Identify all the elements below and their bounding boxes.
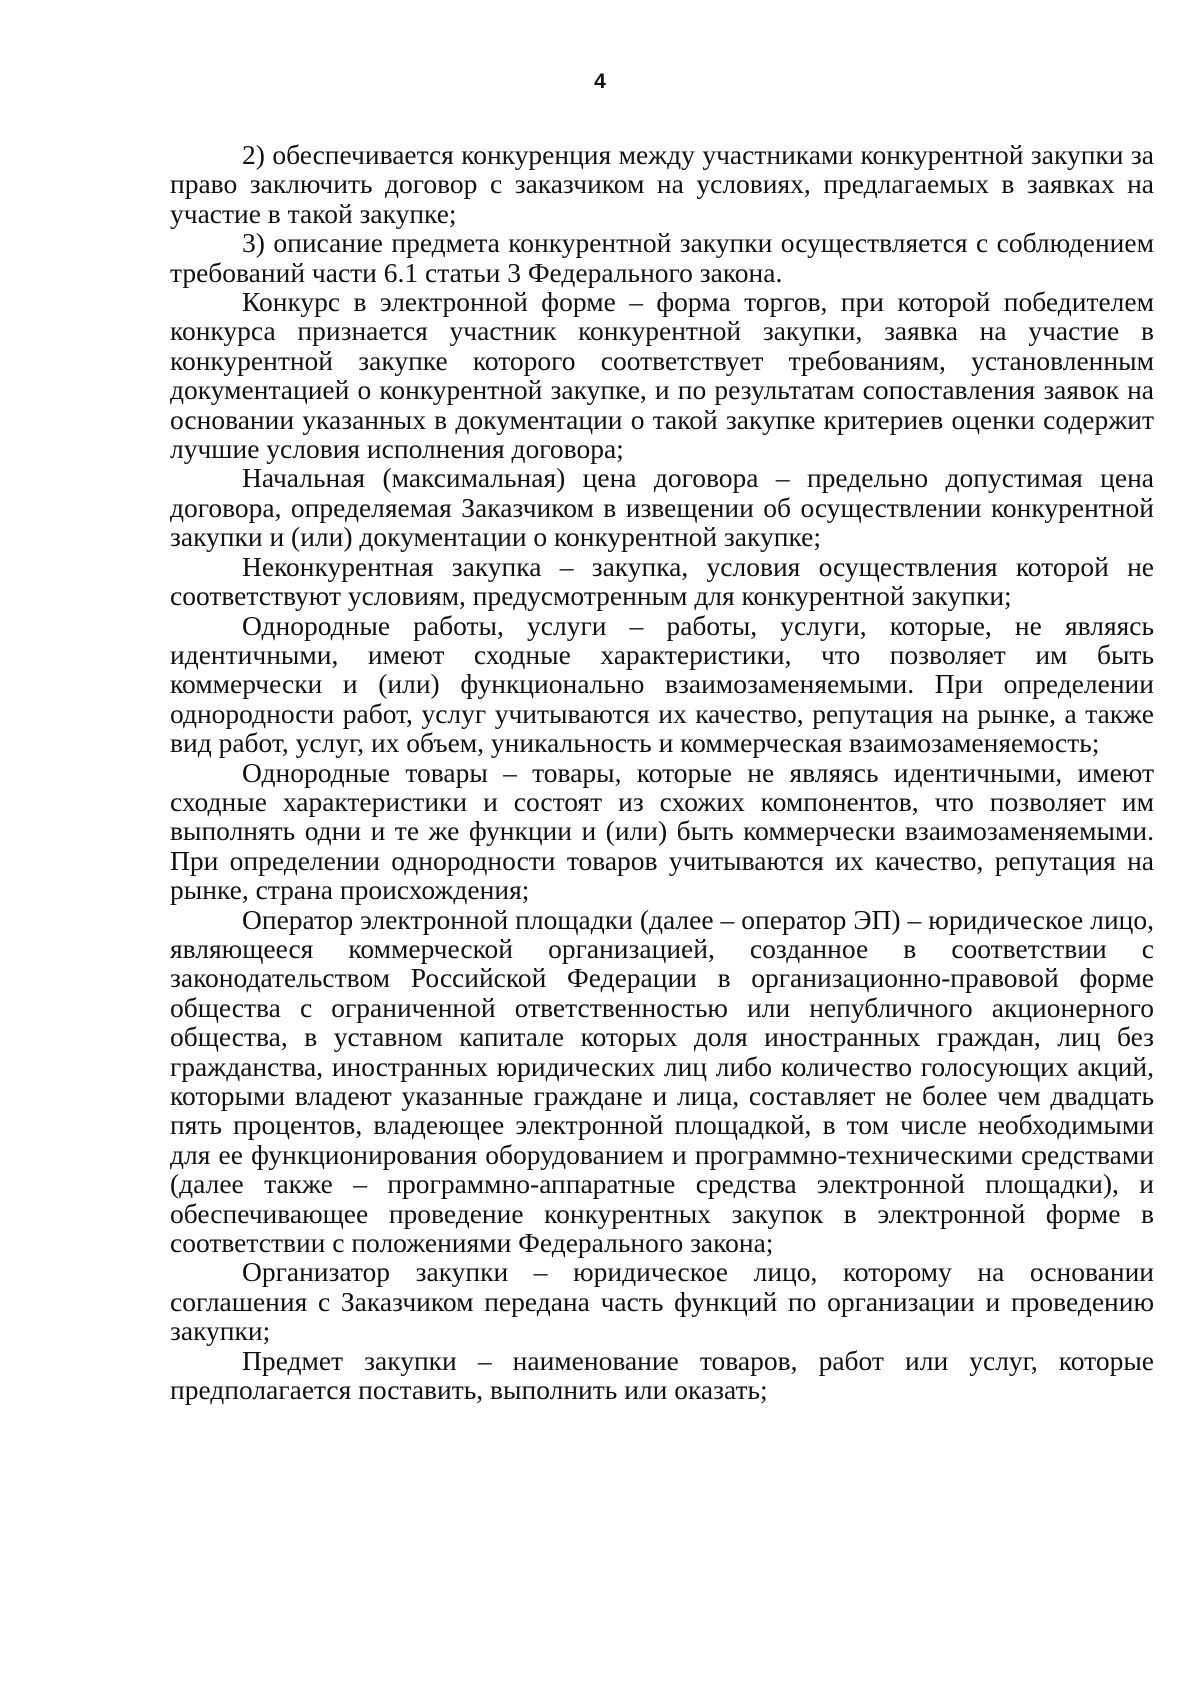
paragraph-definition-electronic-tender: Конкурс в электронной форме – форма торгов, при которой победителем конкурса признается участник конкурентной закупки, заявка на участие в конкурентной закупке которого соответствует требованиям, установленным документацией о конкурентной закупке, и по результатам сопоставления заявок на основании указанных в документации о такой закупке критериев оценки содержит лучшие условия исполнения договора; [170, 286, 1154, 465]
paragraph-clause-2: 2) обеспечивается конкуренция между участниками конкурентной закупки за право заключить договор с заказчиком на условиях, предлагаемых в заявках на участие в такой закупке; [170, 139, 1154, 229]
document-body [170, 140, 1154, 1404]
paragraph-clause-3: 3) описание предмета конкурентной закупки осуществляется с соблюдением требований части 6.1 статьи 3 Федерального закона. [170, 227, 1154, 288]
page-number: 4 [594, 70, 606, 93]
paragraph-definition-homogeneous-works: Однородные работы, услуги – работы, услуги, которые, не являясь идентичными, имеют сходные характеристики, что позволяет им быть коммерчески и (или) функционально взаимозаменяемыми. При определении однородности работ, услуг учитываются их качество, репутация на рынке, а также вид работ, услуг, их объем, уникальность и коммерческая взаимозаменяемость; [170, 609, 1154, 759]
paragraph-definition-platform-operator: Оператор электронной площадки (далее – оператор ЭП) – юридическое лицо, являющееся коммерческой организацией, созданное в соответствии с законодательством Российской Федерации в организационно-правовой форме общества с ограниченной ответственностью или непубличного акционерного общества, в уставном капитале которых доля иностранных граждан, лиц без гражданства, иностранных юридических лиц либо количество голосующих акций, которыми владеют указанные граждане и лица, составляет не более чем двадцать пять процентов, владеющее электронной площадкой, в том числе необходимыми для ее функционирования оборудованием и программно-техническими средствами (далее также – программно-аппаратные средства электронной площадки), и обеспечивающее проведение конкурентных закупок в электронной форме в соответствии с положениями Федерального закона; [170, 903, 1154, 1259]
paragraph-definition-purchase-subject: Предмет закупки – наименование товаров, работ или услуг, которые предполагается поставить, выполнить или оказать; [170, 1344, 1154, 1406]
paragraph-definition-non-competitive-purchase: Неконкурентная закупка – закупка, условия осуществления которой не соответствуют условиям, предусмотренным для конкурентной закупки; [170, 550, 1154, 612]
paragraph-definition-initial-max-price: Начальная (максимальная) цена договора – предельно допустимая цена договора, определяемая Заказчиком в извещении об осуществлении конкурентной закупки и (или) документации о конкурентной закупке; [170, 462, 1154, 553]
paragraph-definition-homogeneous-goods: Однородные товары – товары, которые не являясь идентичными, имеют сходные характеристики и состоят из схожих компонентов, что позволяет им выполнять одни и те же функции и (или) быть коммерчески взаимозаменяемыми. При определении однородности товаров учитываются их качество, репутация на рынке, страна происхождения; [170, 756, 1154, 906]
paragraph-definition-purchase-organizer: Организатор закупки – юридическое лицо, которому на основании соглашения с Заказчиком передана часть функций по организации и проведению закупки; [170, 1256, 1154, 1347]
